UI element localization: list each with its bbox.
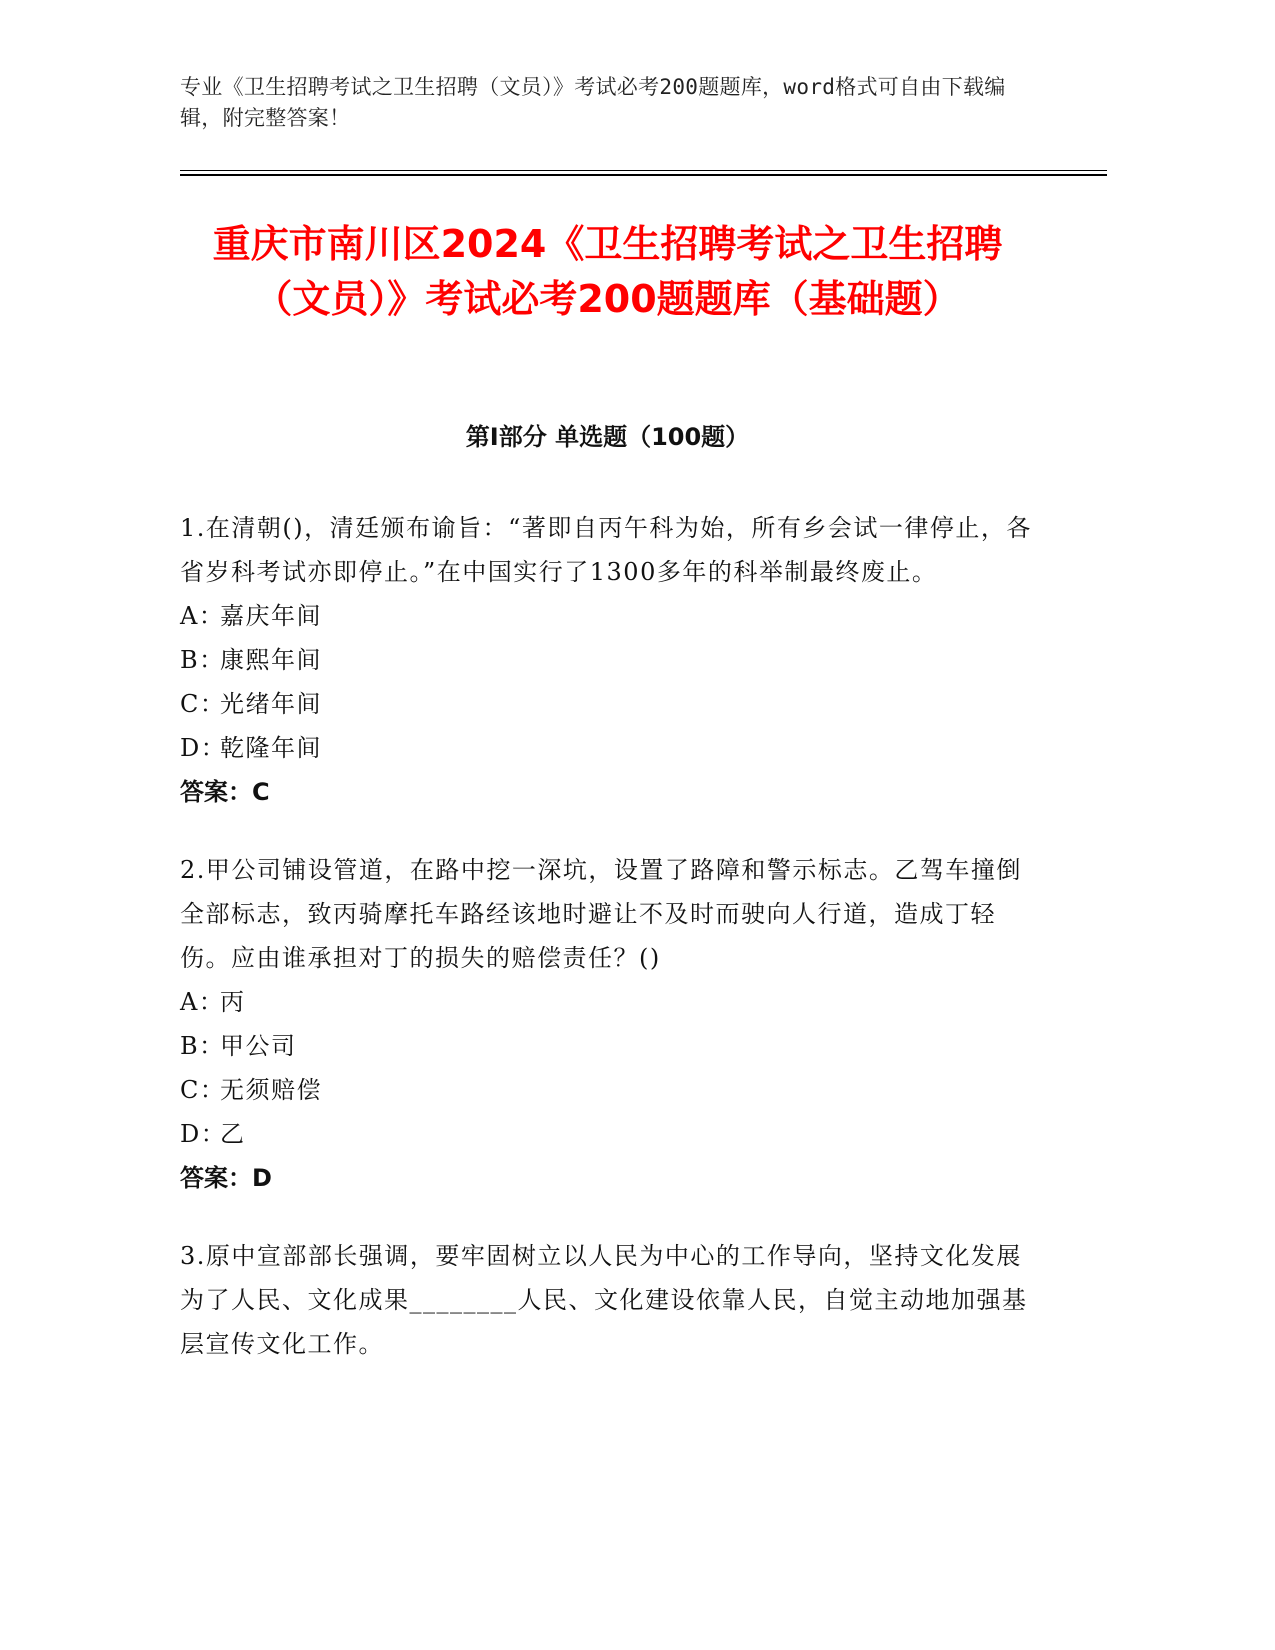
answer-value: D [252,1164,272,1192]
answer-label: 答案： [180,1164,252,1192]
question-2 [180,848,1040,1200]
option-text: 乾隆年间 [220,734,322,762]
option-d [180,1112,1040,1156]
option-b [180,1024,1040,1068]
option-text: 丙 [220,988,246,1016]
option-text: 甲公司 [220,1032,297,1060]
option-letter: D： [180,1120,227,1148]
option-d [180,726,1040,770]
option-text: 嘉庆年间 [220,602,322,630]
option-letter: C： [180,1076,226,1104]
option-text: 康熙年间 [220,646,322,674]
option-letter: C： [180,690,226,718]
header-rule-thick [180,174,1107,176]
answer-label: 答案： [180,778,252,806]
option-letter: D： [180,734,227,762]
section-title: 第Ⅰ部分 单选题（100题） [465,423,750,451]
question-3 [180,1234,1040,1366]
option-a [180,594,1040,638]
document-title: 重庆市南川区2024《卫生招聘考试之卫生招聘（文员）》考试必考200题题库（基础题） [212,222,1003,321]
option-text: 乙 [220,1120,246,1148]
answer-line [180,1156,1040,1200]
option-a [180,980,1040,1024]
answer-line [180,770,1040,814]
question-list [180,506,1040,1400]
option-letter: B： [180,646,225,674]
question-stem: 1.在清朝()，清廷颁布谕旨：“著即自丙午科为始，所有乡会试一律停止，各省岁科考试亦即停止。”在中国实行了1300多年的科举制最终废止。 [180,514,1032,586]
option-text: 光绪年间 [220,690,322,718]
header-note: 专业《卫生招聘考试之卫生招聘（文员）》考试必考200题题库，word格式可自由下载编辑，附完整答案！ [180,75,1006,130]
option-c [180,1068,1040,1112]
option-letter: A： [180,988,225,1016]
option-letter: B： [180,1032,225,1060]
option-text: 无须赔偿 [220,1076,322,1104]
answer-value: C [252,778,270,806]
question-1 [180,506,1040,814]
option-c [180,682,1040,726]
header-rule-thin [180,170,1107,171]
question-stem: 3.原中宣部部长强调，要牢固树立以人民为中心的工作导向，坚持文化发展为了人民、文化成果________人民、文化建设依靠人民，自觉主动地加强基层宣传文化工作。 [180,1242,1028,1358]
option-letter: A： [180,602,225,630]
option-b [180,638,1040,682]
question-stem: 2.甲公司铺设管道，在路中挖一深坑，设置了路障和警示标志。乙驾车撞倒全部标志，致丙骑摩托车路经该地时避让不及时而驶向人行道，造成丁轻伤。应由谁承担对丁的损失的赔偿责任？() [180,856,1022,972]
